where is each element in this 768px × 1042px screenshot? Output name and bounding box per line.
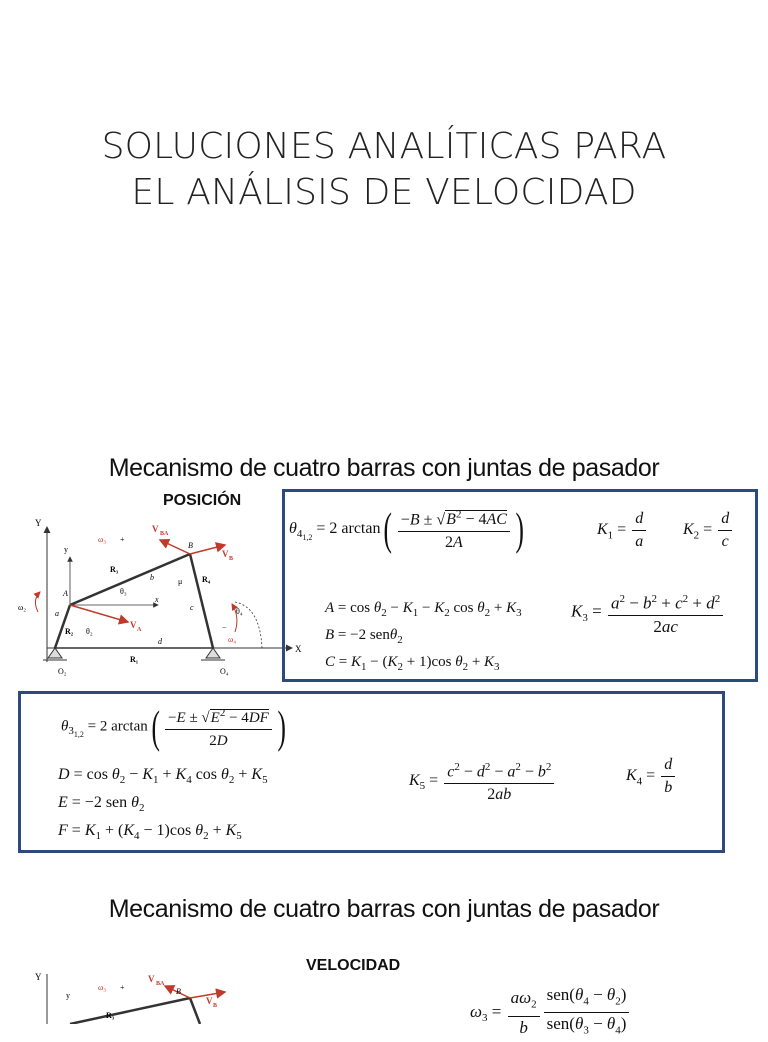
label-O2: O₂ [58, 667, 67, 676]
label-Y: Y [35, 518, 42, 528]
label-d: d [158, 637, 162, 646]
omega3-equation: $\omega_3$ = $\frac{a\omega_2}{b}$ $\frac{sen(\theta_4 - \theta_2)}{sen(\theta_3 - \theta_4)}$ [470, 984, 631, 1042]
k3-equation: $K_3$ = $\frac{a^2 - b^2 + c^2 + d^2}{2ac}$ [571, 588, 725, 638]
label-theta4: θ₄ [236, 607, 243, 616]
label-va: V [130, 620, 137, 630]
label-Y-2: Y [35, 972, 42, 982]
label-theta3: θ₃ [120, 587, 127, 596]
label-va-sub: A [137, 627, 142, 633]
label-vb-2: V [206, 996, 213, 1006]
label-R1: R₁ [130, 655, 139, 664]
label-omega2: ω₂ [18, 603, 27, 612]
label-R3-2: R₃ [106, 1011, 115, 1020]
page-title [0, 124, 768, 216]
C-equation: $C = K_1 - (K_2 + 1)\cos$ $\theta_2 + K_3$ [325, 654, 500, 673]
position-label: POSICIÓN [163, 492, 242, 509]
label-omega3: ω₃ [98, 535, 107, 544]
label-A: A [63, 589, 68, 598]
label-R2: R₂ [65, 627, 74, 636]
label-vb: V [222, 549, 229, 559]
B-equation: B = −2 senθ$_2$ [325, 627, 403, 646]
label-vb-sub-2: B [213, 1003, 218, 1009]
label-R4: R₄ [202, 575, 211, 584]
label-vba-sub: BA [160, 531, 169, 537]
label-minus: − [222, 623, 227, 632]
label-y: y [64, 545, 68, 554]
label-vba-2: V [148, 974, 155, 984]
label-vba-sub-2: BA [156, 981, 165, 987]
label-omega3-2: ω₃ [98, 983, 107, 992]
label-mu: μ [178, 577, 183, 586]
label-y-2: y [66, 991, 70, 1000]
F-equation: $F = K_1 + (K_4 - 1)\cos$ $\theta_2 + K_5$ [58, 822, 242, 843]
position-equations-box [282, 489, 758, 682]
theta3-equations-box [18, 691, 725, 853]
label-B-2: B [176, 987, 181, 996]
velocity-label: VELOCIDAD [306, 957, 401, 974]
label-omega4: ω₄ [228, 635, 237, 644]
label-vba: V [152, 524, 159, 534]
label-R3: R₃ [110, 565, 119, 574]
k4-equation: $K_4$ = $\frac{d}{b}$ [626, 754, 677, 799]
theta3-equation: $\theta_{3_{1,2}} = 2$ arctan( $\frac{-E \pm √E^2 - 4DF}{2D}$ ) [61, 701, 286, 752]
label-b: b [150, 573, 154, 582]
label-c: c [190, 603, 194, 612]
section-heading-position: Mecanismo de cuatro barras con juntas de pasador [108, 454, 660, 482]
title-line-2: EL ANÁLISIS DE VELOCIDAD [131, 172, 637, 213]
label-O4: O₄ [220, 667, 229, 676]
label-plus-2: + [120, 983, 125, 992]
k2-equation: $K_2$ = $\frac{d}{c}$ [683, 508, 734, 553]
label-vb-sub: B [229, 556, 234, 562]
theta4-equation: $\theta_{4_{1,2}} = 2$ arctan( $\frac{-B \pm √B^2 - 4AC}{2A}$ ) [289, 503, 524, 555]
A-equation: $A = \cos \theta_2 - K_1 - K_2$ $\cos \theta_2 + K_3$ [325, 600, 522, 619]
label-theta2: θ₂ [86, 627, 93, 636]
four-bar-diagram-velocity [10, 964, 310, 1024]
D-equation: $D = \cos \theta_2 - K_1 + K_4$ $\cos \theta_2 + K_5$ [58, 766, 268, 787]
title-line-1: SOLUCIONES ANALÍTICAS PARA [101, 126, 667, 167]
label-B: B [188, 541, 193, 550]
label-a: a [55, 609, 59, 618]
k5-equation: $K_5$ = $\frac{c^2 - d^2 - a^2 - b^2}{2ab}$ [409, 756, 556, 806]
k1-equation: $K_1$ = $\frac{d}{a}$ [597, 508, 648, 553]
four-bar-diagram [10, 512, 310, 684]
label-x: x [155, 595, 159, 604]
label-plus: + [120, 535, 125, 544]
section-heading-velocity: Mecanismo de cuatro barras con juntas de pasador [108, 895, 660, 923]
label-X: X [295, 644, 302, 654]
E-equation: E = −2 sen $\theta_2$ [58, 794, 145, 815]
